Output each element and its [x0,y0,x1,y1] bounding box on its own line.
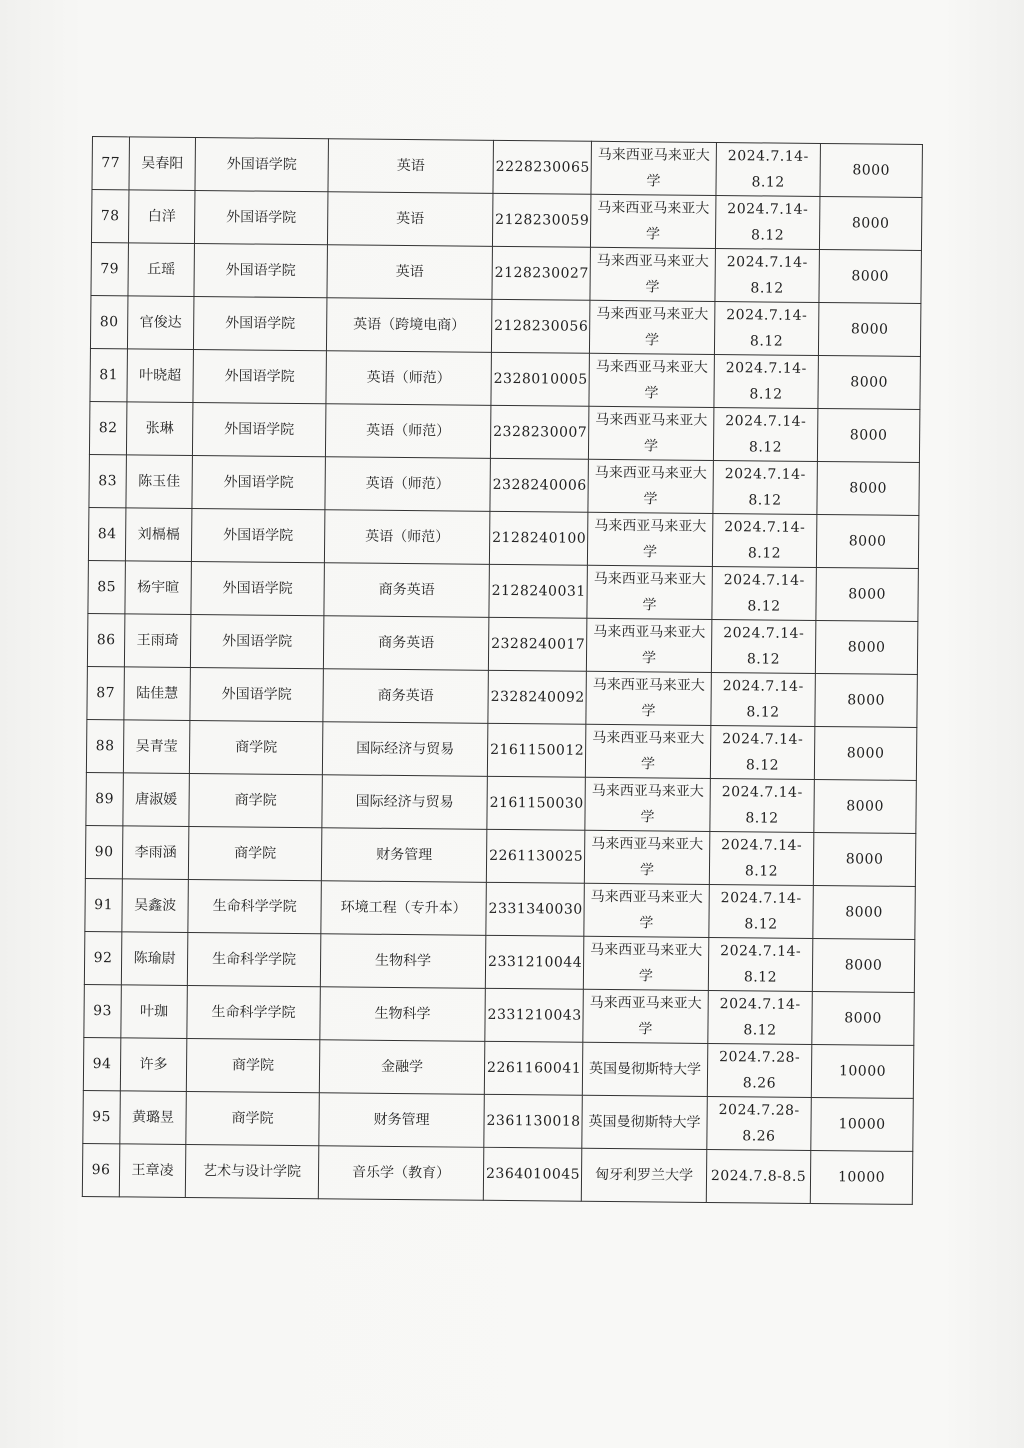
major-cell: 英语（师范） [324,510,490,565]
major-cell: 音乐学（教育） [318,1146,484,1201]
amount-cell: 8000 [815,620,918,674]
program-period-cell: 2024.7.14-8.12 [708,990,813,1044]
host-university-cell: 马来西亚马来亚大学 [590,247,716,301]
student-name-cell: 陈玉佳 [126,455,193,509]
table-row [83,1090,913,1151]
program-period-cell: 2024.7.14-8.12 [711,619,816,673]
college-cell: 商学院 [186,1038,320,1092]
table-row [87,666,917,727]
student-id-cell: 2364010045 [483,1147,582,1201]
student-name-cell: 叶珈 [121,985,188,1039]
host-university-cell: 马来西亚马来亚大学 [586,618,712,672]
student-id-cell: 2128230027 [492,246,591,300]
amount-cell: 8000 [812,938,915,992]
host-university-cell: 英国曼彻斯特大学 [582,1042,708,1096]
host-university-cell: 马来西亚马来亚大学 [585,777,711,831]
major-cell: 环境工程（专升本） [321,881,487,936]
program-period-cell: 2024.7.14-8.12 [711,672,816,726]
host-university-cell: 马来西亚马来亚大学 [587,512,713,566]
amount-cell: 8000 [817,408,920,462]
program-period-cell: 2024.7.14-8.12 [716,142,821,196]
student-name-cell: 许多 [120,1038,187,1092]
student-name-cell: 唐淑媛 [123,773,190,827]
major-cell: 英语 [327,245,493,300]
amount-cell: 8000 [813,885,916,939]
roster-table [82,136,923,1205]
table-row [88,560,918,621]
student-id-cell: 2128240100 [489,511,588,565]
college-cell: 生命科学学院 [187,985,321,1039]
student-name-cell: 吴青莹 [123,720,190,774]
student-id-cell: 2328010005 [491,352,590,406]
college-cell: 外国语学院 [190,614,324,668]
student-name-cell: 丘瑶 [128,243,195,297]
table-row [84,984,914,1045]
program-period-cell: 2024.7.14-8.12 [713,407,818,461]
program-period-cell: 2024.7.14-8.12 [713,460,818,514]
row-number-cell: 94 [83,1037,121,1090]
student-id-cell: 2331210044 [485,935,584,989]
college-cell: 商学院 [188,826,322,880]
amount-cell: 8000 [812,991,915,1045]
row-number-cell: 90 [85,825,123,878]
row-number-cell: 84 [88,507,126,560]
college-cell: 生命科学学院 [187,932,321,986]
student-id-cell: 2128230056 [491,299,590,353]
student-name-cell: 刘槅槅 [125,508,192,562]
college-cell: 外国语学院 [194,190,328,244]
student-name-cell: 官俊达 [127,296,194,350]
program-period-cell: 2024.7.28-8.26 [707,1043,812,1097]
major-cell: 商务英语 [324,563,490,618]
student-id-cell: 2328240017 [488,617,587,671]
student-id-cell: 2328240092 [488,670,587,724]
host-university-cell: 马来西亚马来亚大学 [583,989,709,1043]
student-name-cell: 王雨琦 [124,614,191,668]
host-university-cell: 马来西亚马来亚大学 [586,671,712,725]
college-cell: 艺术与设计学院 [185,1144,319,1198]
table-row [82,1143,912,1204]
row-number-cell: 95 [83,1090,121,1143]
table-row [86,719,916,780]
amount-cell: 8000 [816,567,919,621]
row-number-cell: 91 [85,878,123,931]
student-id-cell: 2331210043 [485,988,584,1042]
major-cell: 生物科学 [320,934,486,989]
program-period-cell: 2024.7.28-8.26 [707,1096,812,1150]
major-cell: 财务管理 [319,1093,485,1148]
student-name-cell: 张琳 [126,402,193,456]
student-name-cell: 吴鑫波 [122,879,189,933]
host-university-cell: 匈牙利罗兰大学 [581,1148,707,1202]
table-row [91,242,921,303]
major-cell: 商务英语 [323,616,489,671]
row-number-cell: 93 [84,984,122,1037]
student-id-cell: 2328230007 [490,405,589,459]
student-name-cell: 叶晓超 [127,349,194,403]
table-row [89,401,919,462]
major-cell: 英语 [327,192,493,247]
student-id-cell: 2228230065 [493,140,592,194]
host-university-cell: 马来西亚马来亚大学 [583,936,709,990]
amount-cell: 8000 [816,514,919,568]
host-university-cell: 马来西亚马来亚大学 [588,459,714,513]
program-period-cell: 2024.7.14-8.12 [715,195,820,249]
student-name-cell: 杨宇暄 [125,561,192,615]
host-university-cell: 马来西亚马来亚大学 [589,353,715,407]
table-row [89,454,919,515]
major-cell: 金融学 [319,1040,485,1095]
major-cell: 商务英语 [323,669,489,724]
table-row [83,1037,913,1098]
row-number-cell: 81 [90,348,128,401]
student-name-cell: 李雨涵 [122,826,189,880]
amount-cell: 8000 [814,779,917,833]
host-university-cell: 马来西亚马来亚大学 [585,724,711,778]
row-number-cell: 86 [87,613,125,666]
college-cell: 外国语学院 [192,402,326,456]
amount-cell: 8000 [819,196,922,250]
program-period-cell: 2024.7.14-8.12 [710,778,815,832]
college-cell: 外国语学院 [190,667,324,721]
college-cell: 外国语学院 [193,349,327,403]
college-cell: 商学院 [186,1091,320,1145]
student-id-cell: 2128230059 [492,193,591,247]
program-period-cell: 2024.7.14-8.12 [709,884,814,938]
college-cell: 生命科学学院 [188,879,322,933]
college-cell: 商学院 [189,720,323,774]
host-university-cell: 马来西亚马来亚大学 [591,141,717,195]
program-period-cell: 2024.7.14-8.12 [715,248,820,302]
program-period-cell: 2024.7.14-8.12 [709,831,814,885]
program-period-cell: 2024.7.14-8.12 [712,513,817,567]
row-number-cell: 78 [91,190,129,243]
program-period-cell: 2024.7.8-8.5 [706,1149,811,1203]
row-number-cell: 80 [90,295,128,348]
student-id-cell: 2161150030 [487,776,586,830]
student-id-cell: 2331340030 [486,882,585,936]
student-id-cell: 2261160041 [484,1041,583,1095]
row-number-cell: 92 [84,931,122,984]
major-cell: 英语 [328,139,494,194]
amount-cell: 10000 [810,1150,913,1204]
amount-cell: 8000 [818,355,921,409]
major-cell: 英语（师范） [326,351,492,406]
host-university-cell: 马来西亚马来亚大学 [584,830,710,884]
row-number-cell: 89 [86,772,124,825]
table-row [92,137,922,198]
host-university-cell: 马来西亚马来亚大学 [584,883,710,937]
college-cell: 商学院 [189,773,323,827]
program-period-cell: 2024.7.14-8.12 [714,301,819,355]
student-id-cell: 2261130025 [486,829,585,883]
row-number-cell: 79 [91,242,129,295]
college-cell: 外国语学院 [194,243,328,297]
college-cell: 外国语学院 [195,137,329,191]
program-period-cell: 2024.7.14-8.12 [710,725,815,779]
host-university-cell: 马来西亚马来亚大学 [590,194,716,248]
row-number-cell: 87 [87,666,125,719]
amount-cell: 8000 [820,143,923,197]
table-row [91,190,921,251]
table-row [85,825,915,886]
major-cell: 财务管理 [321,828,487,883]
major-cell: 英语（跨境电商） [326,298,492,353]
student-name-cell: 王章凌 [119,1144,186,1198]
table-row [85,878,915,939]
college-cell: 外国语学院 [191,508,325,562]
college-cell: 外国语学院 [193,296,327,350]
table-row [86,772,916,833]
student-name-cell: 白洋 [128,190,195,244]
amount-cell: 10000 [811,1044,914,1098]
college-cell: 外国语学院 [191,561,325,615]
table-row [84,931,914,992]
major-cell: 国际经济与贸易 [322,775,488,830]
major-cell: 生物科学 [320,987,486,1042]
row-number-cell: 83 [89,454,127,507]
student-name-cell: 吴春阳 [129,137,196,191]
program-period-cell: 2024.7.14-8.12 [708,937,813,991]
amount-cell: 8000 [818,302,921,356]
student-name-cell: 黄璐昱 [120,1091,187,1145]
host-university-cell: 马来西亚马来亚大学 [588,406,714,460]
amount-cell: 8000 [813,832,916,886]
amount-cell: 8000 [815,673,918,727]
student-id-cell: 2328240006 [490,458,589,512]
table-row [87,613,917,674]
major-cell: 国际经济与贸易 [322,722,488,777]
row-number-cell: 85 [88,560,126,613]
host-university-cell: 马来西亚马来亚大学 [589,300,715,354]
major-cell: 英语（师范） [325,457,491,512]
table-body [82,137,922,1205]
table-row [90,348,920,409]
row-number-cell: 77 [92,137,130,190]
college-cell: 外国语学院 [192,455,326,509]
row-number-cell: 82 [89,401,127,454]
amount-cell: 8000 [819,249,922,303]
student-id-cell: 2128240031 [489,564,588,618]
student-id-cell: 2361130018 [484,1094,583,1148]
student-id-cell: 2161150012 [487,723,586,777]
amount-cell: 8000 [817,461,920,515]
program-period-cell: 2024.7.14-8.12 [712,566,817,620]
student-name-cell: 陆佳慧 [124,667,191,721]
program-period-cell: 2024.7.14-8.12 [714,354,819,408]
major-cell: 英语（师范） [325,404,491,459]
row-number-cell: 96 [82,1143,120,1196]
amount-cell: 10000 [811,1097,914,1151]
host-university-cell: 马来西亚马来亚大学 [587,565,713,619]
row-number-cell: 88 [86,719,124,772]
table-row [88,507,918,568]
host-university-cell: 英国曼彻斯特大学 [582,1095,708,1149]
table-row [90,295,920,356]
amount-cell: 8000 [814,726,917,780]
student-name-cell: 陈瑜尉 [121,932,188,986]
